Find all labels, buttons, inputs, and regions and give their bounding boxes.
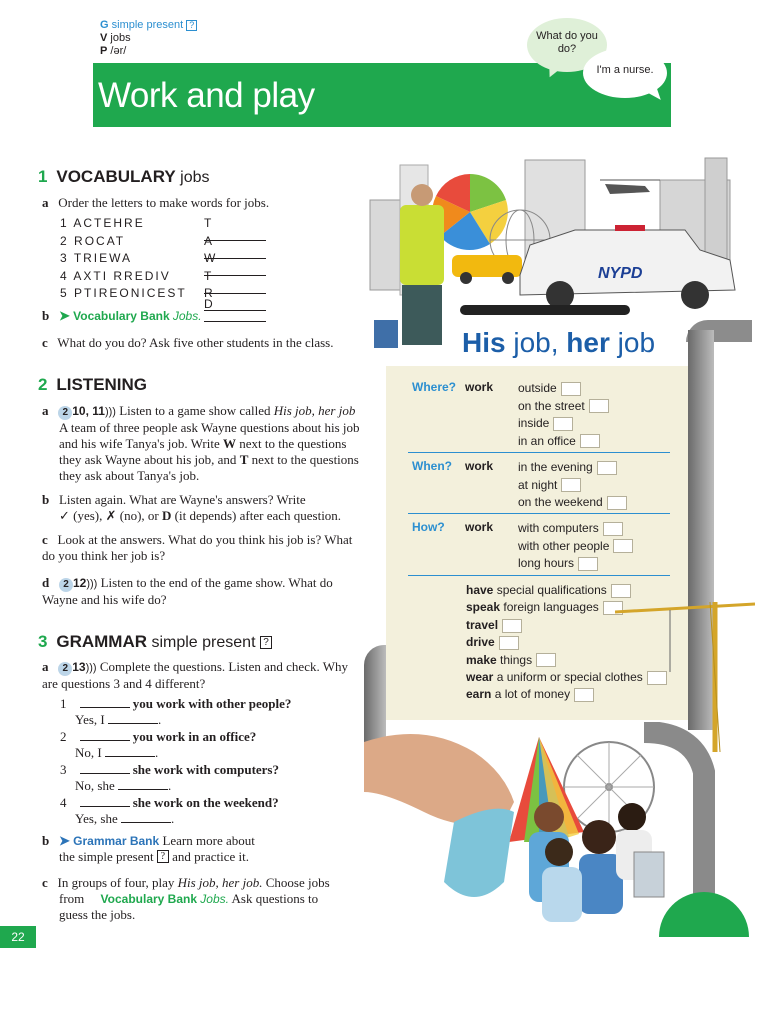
item-letter: a — [42, 403, 49, 418]
people-photo-collage — [364, 722, 752, 937]
word-num: 4 — [60, 268, 69, 283]
option-text: with other people — [518, 538, 610, 553]
item-letter: b — [42, 308, 50, 323]
word-num: 2 — [60, 233, 69, 248]
first-letter: D — [204, 296, 213, 311]
item-letter: b — [42, 492, 50, 507]
option-text: in an office — [518, 433, 576, 448]
grammar-bank-link[interactable]: Grammar Bank — [73, 834, 160, 848]
listening-c — [42, 532, 362, 564]
answer-blank[interactable] — [118, 789, 168, 790]
verb-word: make — [466, 652, 497, 667]
pron-label: P — [100, 45, 108, 57]
vocab-b — [42, 308, 202, 324]
option-text: with computers — [518, 521, 599, 535]
green-semicircle — [659, 892, 749, 937]
verb-word: work — [465, 380, 494, 394]
option-row — [518, 415, 609, 433]
answer-checkbox[interactable] — [578, 557, 598, 571]
question-num: 1 — [60, 696, 67, 711]
question-num: 4 — [60, 795, 67, 810]
item-letter: c — [42, 335, 48, 350]
section-title: LISTENING — [56, 375, 148, 394]
vocab-heading — [38, 167, 210, 187]
instruction-text: guess the jobs. — [59, 907, 136, 922]
answer-checkbox[interactable] — [607, 496, 627, 510]
audio-cd-icon[interactable]: 2 — [58, 406, 72, 420]
answer-checkbox[interactable] — [553, 417, 573, 431]
option-text: a lot of money — [494, 687, 571, 702]
question-text: you work in an office? — [132, 729, 257, 744]
first-letter: W — [204, 251, 216, 265]
instruction-text: A team of three people ask Wayne questions about his job and his wife Tanya's job. Write — [59, 420, 360, 451]
question-num: 2 — [60, 729, 67, 744]
item-letter: b — [42, 833, 50, 848]
page-title: Work and play — [98, 76, 315, 115]
word-row — [60, 216, 212, 234]
option-text: foreign languages — [503, 600, 599, 615]
grammar-heading — [38, 632, 272, 652]
audio-icon: ))) — [86, 578, 98, 590]
listening-d — [42, 575, 360, 608]
instruction-text: and practice it. — [172, 849, 249, 864]
vocab-label: V — [100, 32, 108, 44]
option-text: a uniform or special clothes — [496, 670, 643, 685]
item-letter: a — [42, 195, 49, 210]
vocab-c — [42, 335, 334, 351]
track-number: 10, 11 — [72, 404, 105, 418]
word-num: 1 — [60, 216, 69, 230]
show-name: His job, her job — [273, 403, 356, 418]
verb-word: earn — [466, 687, 492, 702]
answer-checkbox[interactable] — [613, 539, 633, 553]
question-text: you work with other people? — [132, 696, 292, 711]
instruction-text: Look at the answers. What do you think his job is? What do you think her job is? — [42, 532, 353, 563]
vocab-bank-link[interactable]: Vocabulary Bank — [73, 309, 170, 323]
scrambled-word: ACTEHRE — [73, 216, 145, 230]
pron-topic: /ər/ — [110, 45, 127, 57]
listening-a — [42, 403, 364, 484]
verb-word: have — [466, 583, 494, 597]
vocab-topic: jobs — [110, 32, 131, 44]
answer-checkbox[interactable] — [580, 434, 600, 448]
section-number: 3 — [38, 632, 48, 651]
answer-blank[interactable] — [204, 310, 266, 311]
answer-blank[interactable] — [80, 707, 130, 708]
letter-t: T — [239, 452, 249, 467]
instruction-text: In groups of four, play — [57, 875, 175, 890]
answer-blank[interactable] — [204, 321, 266, 322]
instruction-text: Order the letters to make words for jobs. — [58, 195, 270, 210]
audio-icon: ))) — [104, 406, 116, 418]
person-shape — [542, 867, 582, 922]
item-letter: d — [42, 575, 50, 590]
section-subtitle: simple present — [151, 634, 256, 651]
audio-icon: ))) — [85, 662, 97, 674]
option-text: on the weekend — [518, 495, 603, 509]
option-text: inside — [518, 416, 550, 430]
laptop-shape — [634, 852, 664, 897]
option-row — [518, 520, 633, 538]
worker-shape — [400, 205, 444, 285]
question-item: 3 she work with computers? No, she . — [60, 762, 279, 793]
instruction-text: Listen to the end of the game show. What do Wayne and his wife do? — [42, 575, 333, 607]
game-title — [462, 327, 655, 359]
arrow-icon: ➤ — [58, 833, 70, 848]
first-letter: A — [204, 233, 213, 248]
helicopter-shape — [605, 184, 650, 194]
item-letter: c — [42, 532, 48, 547]
vocab-a — [42, 195, 362, 211]
option-row — [518, 433, 609, 451]
grammar-a — [42, 659, 364, 692]
scrambled-word: PTIREONICEST — [74, 286, 187, 300]
title-word: job — [617, 327, 656, 358]
show-name: His job, her job. — [177, 875, 263, 890]
section-title: GRAMMAR — [56, 632, 148, 651]
option-row — [518, 459, 627, 477]
grammar-label: G — [100, 19, 109, 31]
first-letter: T — [204, 216, 212, 230]
grammar-topic: simple present — [111, 19, 184, 31]
question-word: Where? — [412, 380, 457, 394]
option-row — [518, 380, 609, 398]
option-list — [518, 520, 633, 573]
scrambled-word: AXTI RREDIV — [73, 268, 171, 283]
vocab-bank-topic: Jobs. — [172, 309, 202, 323]
scrambled-word: TRIEWA — [73, 251, 133, 265]
instruction-text: ✓ (yes), ✗ (no), or — [59, 508, 159, 523]
section-number: 1 — [38, 167, 48, 186]
title-word: her — [566, 327, 610, 358]
word-row — [60, 286, 213, 304]
letter-d: D — [162, 508, 172, 523]
instruction-text: Listen to a game show called — [119, 403, 274, 418]
option-text: long hours — [518, 556, 575, 570]
option-list — [518, 459, 627, 512]
instruction-text: next to the questions they ask Wayne about his job, and — [59, 436, 347, 467]
instruction-text: Listen again. What are Wayne's answers? Write — [58, 492, 306, 507]
word-num: 3 — [60, 251, 69, 265]
answer-checkbox[interactable] — [536, 653, 556, 667]
option-text: things — [500, 652, 533, 667]
verb-word: work — [465, 520, 494, 534]
option-row — [518, 555, 633, 573]
answer-checkbox[interactable] — [561, 478, 581, 492]
vocab-bank-link[interactable]: Vocabulary Bank — [100, 892, 198, 906]
track-number: 13 — [72, 660, 86, 674]
question-word: How? — [412, 520, 445, 534]
instruction-text: Ask questions to — [231, 891, 319, 906]
person-head — [618, 803, 646, 831]
audio-cd-icon[interactable]: 2 — [58, 662, 72, 676]
title-word: His — [462, 327, 506, 358]
verb-word: travel — [466, 617, 499, 632]
speech-bubble-answer-text: I'm a nurse. — [596, 64, 654, 76]
listening-b — [42, 492, 362, 524]
instruction-text: next to the questions they ask about Tanya's job. — [59, 452, 359, 483]
answer-blank[interactable] — [108, 723, 158, 724]
question-box: ? — [260, 636, 272, 649]
word-row — [60, 233, 213, 252]
arrow-icon: ➤ — [58, 308, 70, 323]
answer-checkbox[interactable] — [499, 636, 519, 650]
grammar-questions — [60, 696, 320, 828]
option-row — [518, 538, 633, 556]
instruction-text: the simple present — [59, 849, 154, 864]
answer-checkbox[interactable] — [589, 399, 609, 413]
question-box: ? — [186, 20, 197, 31]
grammar-b — [42, 833, 362, 865]
answer-blank[interactable] — [80, 806, 130, 807]
first-letter: T — [204, 268, 212, 283]
speech-bubble-question-text: What do you do? — [536, 30, 598, 55]
nypd-text: NYPD — [598, 265, 643, 282]
word-num: 5 — [60, 286, 69, 300]
item-letter: a — [42, 659, 49, 674]
lesson-meta — [100, 19, 197, 58]
answer-checkbox[interactable] — [603, 522, 623, 536]
option-text: at night — [518, 477, 558, 492]
scrambled-word: ROCAT — [74, 233, 126, 248]
answer-checkbox[interactable] — [561, 382, 581, 396]
option-row — [518, 477, 627, 495]
option-list — [518, 380, 609, 450]
answer-prefix: Yes, she — [75, 811, 118, 826]
option-text: outside — [518, 381, 557, 395]
section-title: VOCABULARY — [56, 167, 176, 186]
question-item: 2 you work in an office? No, I . — [60, 729, 257, 760]
first-letter: R — [204, 286, 213, 300]
listening-heading — [38, 375, 147, 395]
instruction-text: Learn more about — [162, 833, 255, 848]
instruction-text: Complete the questions. Listen and check. Why are questions 3 and 4 different? — [42, 659, 349, 691]
divider — [408, 452, 670, 453]
instruction-text: What do you do? Ask five other students in the class. — [57, 335, 334, 350]
question-item: 4 she work on the weekend? Yes, she . — [60, 795, 279, 826]
answer-checkbox[interactable] — [597, 461, 617, 475]
item-letter: c — [42, 875, 48, 890]
answer-blank[interactable] — [80, 773, 130, 774]
verb-word: work — [465, 459, 494, 473]
page-number: 22 — [0, 926, 36, 948]
question-text: she work with computers? — [132, 762, 279, 777]
answer-checkbox[interactable] — [574, 688, 594, 702]
answer-blank[interactable] — [80, 740, 130, 741]
divider — [408, 513, 670, 514]
bag-shape — [444, 809, 514, 897]
audio-cd-icon[interactable]: 2 — [59, 578, 73, 592]
person-head — [582, 820, 616, 854]
question-num: 3 — [60, 762, 67, 777]
option-text: on the street — [518, 398, 585, 413]
answer-blank[interactable] — [105, 756, 155, 757]
instruction-text: (it depends) after each question. — [174, 508, 342, 523]
question-word: When? — [412, 459, 452, 473]
track-number: 12 — [72, 576, 87, 590]
section-subtitle: jobs — [180, 169, 210, 186]
instruction-text: from — [59, 891, 85, 906]
word-list — [60, 216, 216, 311]
word-row — [60, 251, 216, 269]
section-number: 2 — [38, 375, 48, 394]
question-item: 1 you work with other people? Yes, I . — [60, 696, 292, 727]
person-head — [545, 838, 573, 866]
option-row — [518, 494, 627, 512]
option-text: special qualifications — [496, 583, 607, 597]
letter-w: W — [222, 436, 236, 451]
answer-prefix: No, I — [75, 745, 102, 760]
vocab-bank-topic: Jobs. — [200, 892, 229, 906]
verb-word: wear — [466, 670, 494, 685]
instruction-text: Choose jobs — [265, 875, 330, 890]
title-word: job, — [513, 327, 559, 358]
person-head — [534, 802, 564, 832]
option-row — [518, 398, 609, 416]
verb-word: speak — [466, 600, 501, 615]
question-box: ? — [157, 850, 169, 863]
question-text: she work on the weekend? — [132, 795, 279, 810]
grammar-c — [42, 875, 362, 923]
pen-shape — [460, 305, 630, 315]
answer-checkbox[interactable] — [502, 619, 522, 633]
answer-prefix: Yes, I — [75, 712, 105, 727]
verb-word: drive — [466, 635, 495, 650]
answer-prefix: No, she — [75, 778, 115, 793]
divider — [408, 575, 670, 576]
answer-blank[interactable] — [121, 822, 171, 823]
option-text: in the evening — [518, 460, 593, 474]
